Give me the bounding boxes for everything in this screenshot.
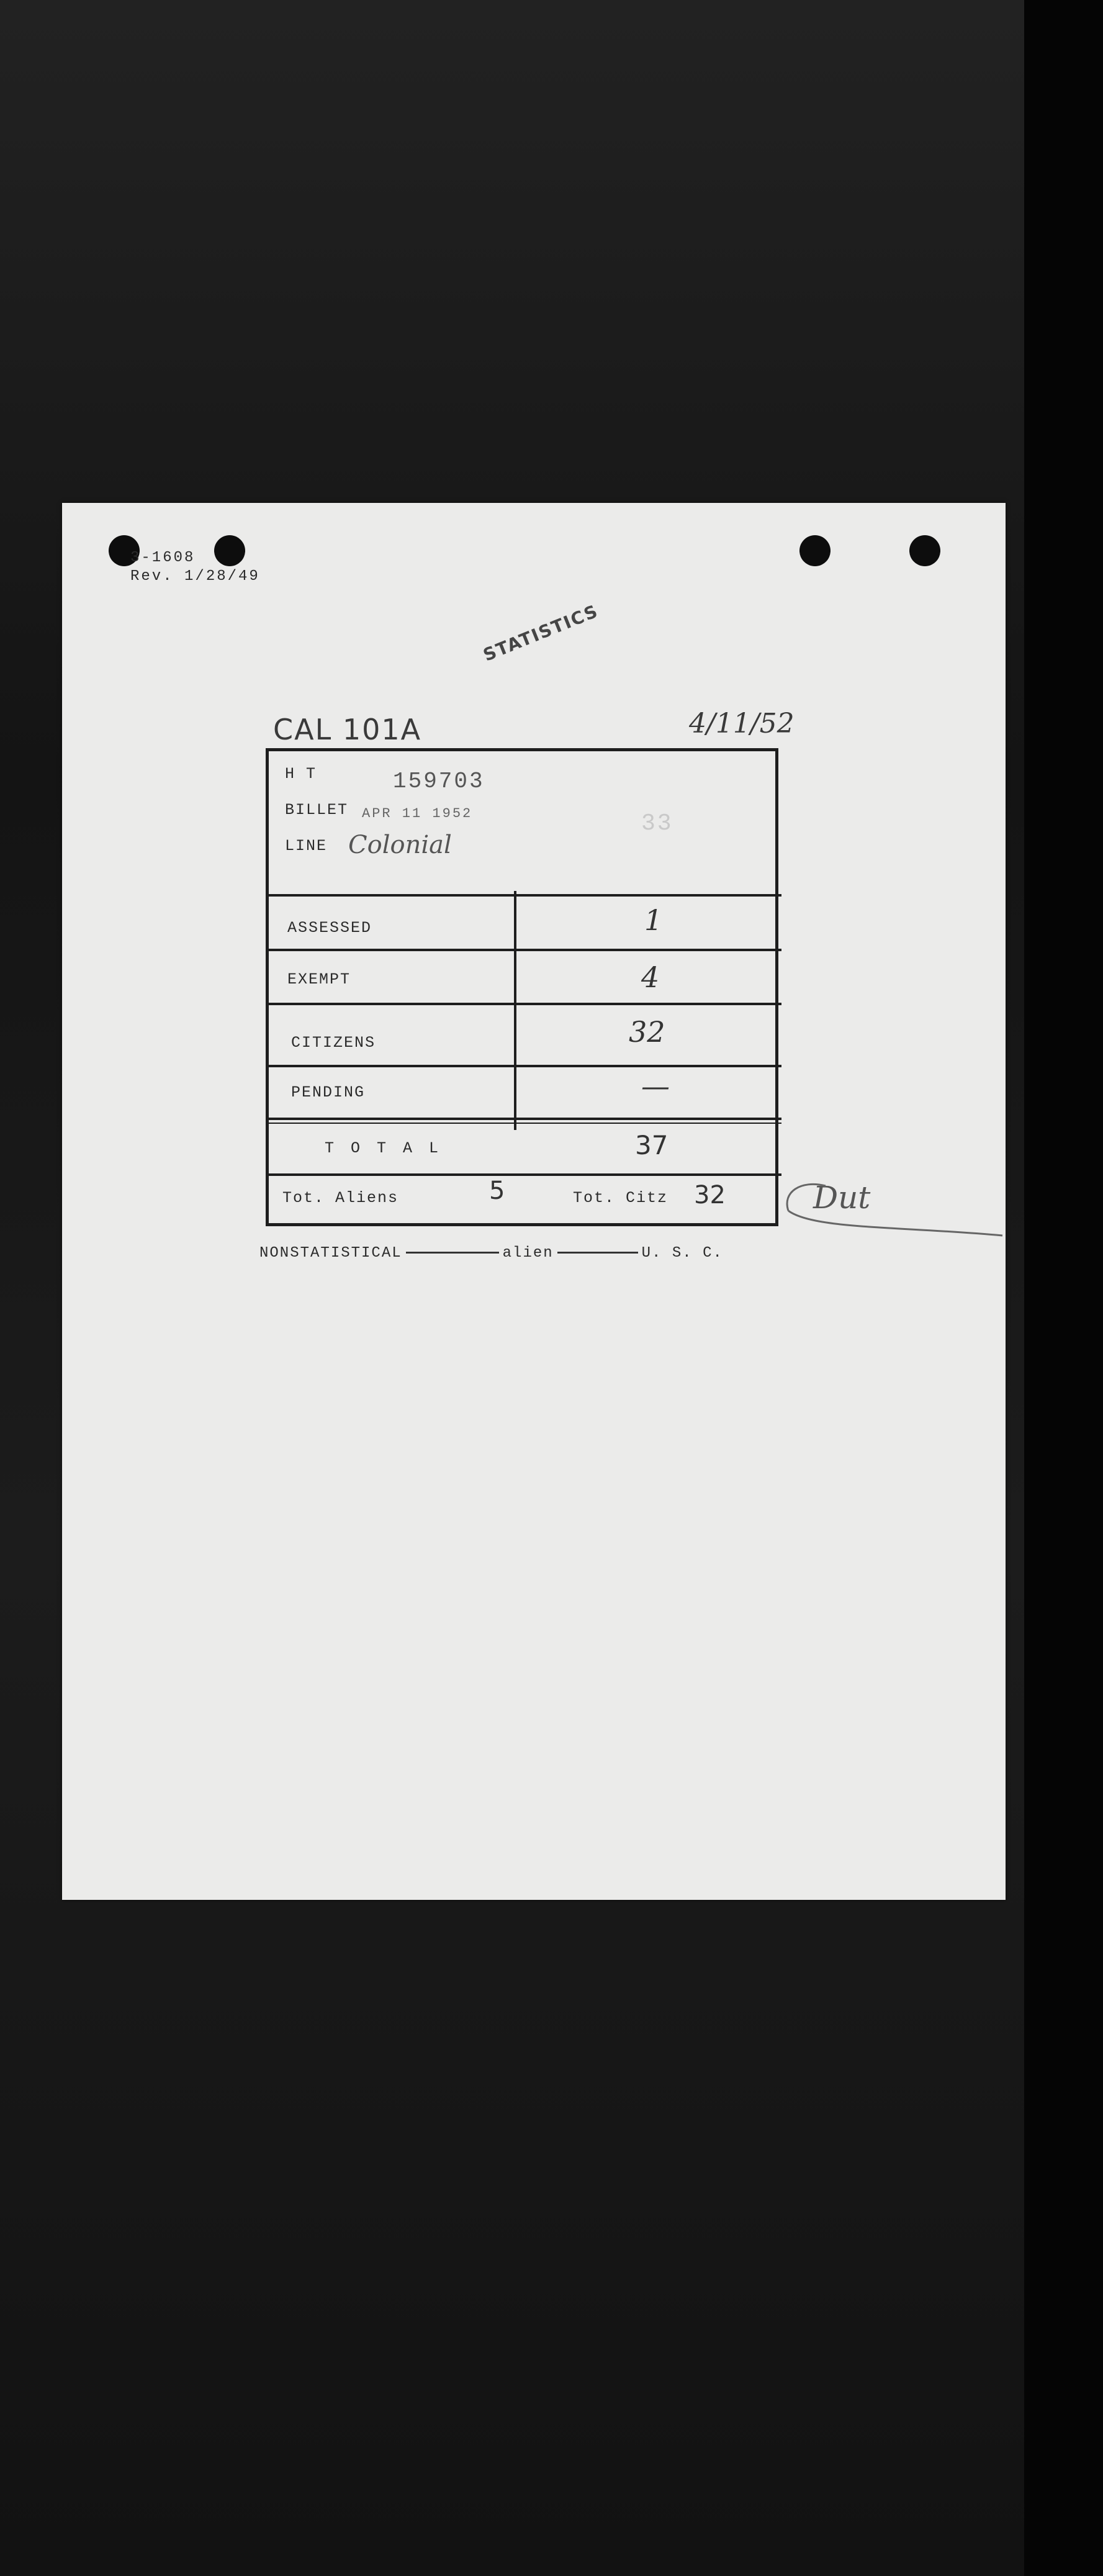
citizens-label: CITIZENS: [291, 1034, 376, 1052]
ht-number: 159703: [393, 769, 485, 794]
signature-flourish: [776, 1173, 1012, 1242]
tot-aliens-label: Tot. Aliens: [282, 1189, 399, 1207]
billet-label: BILLET: [285, 801, 349, 819]
manifest-card: [62, 503, 1006, 1900]
row-divider-1: [269, 949, 781, 951]
billet-stamp: APR 11 1952: [362, 806, 473, 821]
pending-label: PENDING: [291, 1083, 366, 1101]
pending-value: —: [641, 1069, 670, 1103]
handwritten-date: 4/11/52: [689, 708, 795, 739]
assessed-label: ASSESSED: [287, 919, 372, 937]
nonstatistical-line: [259, 1245, 723, 1262]
nonstatistical-label: NONSTATISTICAL: [259, 1245, 402, 1262]
form-revision: Rev. 1/28/49: [130, 568, 260, 585]
faint-number: 33: [641, 810, 673, 837]
exempt-value: 4: [641, 960, 660, 994]
row-divider-2: [269, 1003, 781, 1005]
total-divider: [269, 1173, 781, 1176]
punch-hole-3: [799, 535, 831, 566]
usc-label: U. S. C.: [641, 1245, 723, 1262]
tally-box: [266, 748, 778, 1226]
alien-label: alien: [502, 1245, 554, 1262]
exempt-label: EXEMPT: [287, 970, 351, 988]
initials-signature: Dut: [813, 1180, 871, 1216]
line-label: LINE: [285, 837, 328, 855]
row-divider-3: [269, 1065, 781, 1067]
punch-hole-2: [214, 535, 245, 566]
punch-hole-4: [909, 535, 940, 566]
tot-citz-value: 32: [694, 1181, 726, 1209]
header-divider: [269, 894, 781, 897]
total-label: T O T A L: [325, 1139, 443, 1157]
column-divider: [514, 891, 516, 1130]
tot-aliens-value: 5: [489, 1177, 505, 1205]
ht-label: H T: [285, 765, 317, 783]
handwritten-code: CAL 101A: [273, 713, 422, 746]
row-divider-4b: [269, 1123, 781, 1124]
assessed-value: 1: [644, 903, 663, 937]
tot-citz-label: Tot. Citz: [573, 1189, 669, 1207]
statistics-stamp: STATISTICS: [480, 600, 601, 666]
total-value: 37: [635, 1130, 669, 1160]
form-number: 3-1608: [130, 549, 196, 566]
line-value: Colonial: [348, 831, 452, 859]
citizens-value: 32: [629, 1015, 665, 1049]
row-divider-4: [269, 1118, 781, 1120]
